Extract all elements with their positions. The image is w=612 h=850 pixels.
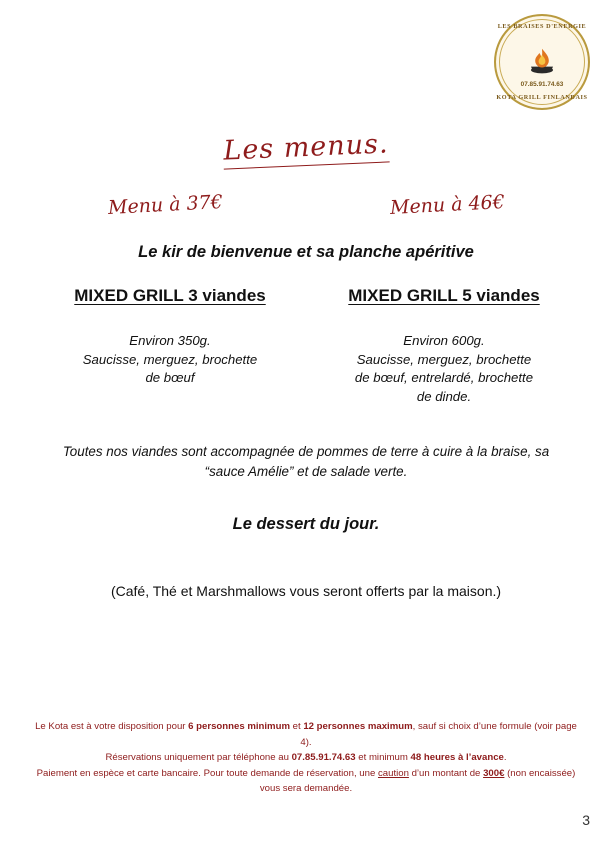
fire-brazier-icon: [525, 44, 559, 78]
footer-phone: 07.85.91.74.63: [291, 752, 356, 764]
kir-line: Le kir de bienvenue et sa planche apéritive: [138, 243, 474, 261]
footer-text: (non encaissée) vous sera demandée.: [259, 767, 576, 795]
brand-logo: [494, 14, 590, 110]
menu-detail-line: Environ 600g.: [403, 333, 485, 348]
menu-detail-line: Saucisse, merguez, brochette: [356, 351, 532, 367]
menu-column-left: [46, 286, 294, 388]
page-number: 3: [582, 812, 590, 828]
menu-detail-line: de bœuf: [145, 370, 195, 386]
menu-price-left: Menu à 37€: [107, 191, 224, 219]
menu-detail-line: de dinde.: [416, 389, 472, 405]
menu-detail-line: de bœuf, entrelardé, brochette: [354, 370, 534, 386]
menu-detail-line: Saucisse, merguez, brochette: [82, 351, 258, 367]
footer-text: Paiement en espèce et carte bancaire. Pour toute demande de réservation, une: [36, 767, 378, 779]
page-title-text: Les menus.: [223, 128, 389, 169]
footer-strong: 48 heures à l’avance: [410, 752, 504, 764]
menu-details-right: [320, 332, 568, 407]
footer-text: et: [289, 721, 304, 732]
accompaniment-note: Toutes nos viandes sont accompagnée de pommes de terre à cuire à la braise, sa “sauce Amélie” et de salade verte.: [62, 444, 550, 480]
footer-line-1: [30, 719, 582, 750]
logo-phone: 07.85.91.74.63: [520, 81, 564, 88]
complimentary-note: (Café, Thé et Marshmallows vous seront offerts par la maison.): [110, 583, 502, 599]
menu-detail-line: Environ 350g.: [129, 333, 211, 348]
footer-text: Le Kota est à votre disposition pour: [35, 721, 189, 732]
menu-price-right: Menu à 46€: [389, 191, 506, 219]
menu-heading-left: MIXED GRILL 3 viandes: [74, 286, 266, 305]
footer-strong: 6 personnes minimum: [188, 721, 290, 732]
footer-strong: 12 personnes maximum: [303, 721, 413, 732]
footer-text: , sauf si choix d’une formule (voir page 4).: [300, 721, 577, 748]
menu-column-right: [320, 286, 568, 407]
footer-text: et minimum: [355, 752, 411, 764]
menu-heading-right: MIXED GRILL 5 viandes: [348, 286, 540, 305]
footer-amount: 300€: [483, 767, 505, 779]
footer-text: Réservations uniquement par téléphone au: [105, 752, 292, 764]
footer-line-2: [30, 750, 582, 766]
footer-underlined: caution: [377, 767, 409, 779]
footer-text: .: [503, 752, 507, 764]
logo-top-text: LES BRAISES D'ENERGIE: [497, 23, 587, 30]
footer-conditions: [30, 719, 582, 797]
dessert-line: Le dessert du jour.: [232, 515, 380, 533]
page-title: [0, 119, 612, 180]
logo-bottom-text: KOTA GRILL FINLANDAIS: [496, 94, 588, 101]
footer-text: d’un montant de: [408, 767, 484, 779]
menu-details-left: [46, 332, 294, 388]
footer-line-3: [30, 766, 582, 797]
